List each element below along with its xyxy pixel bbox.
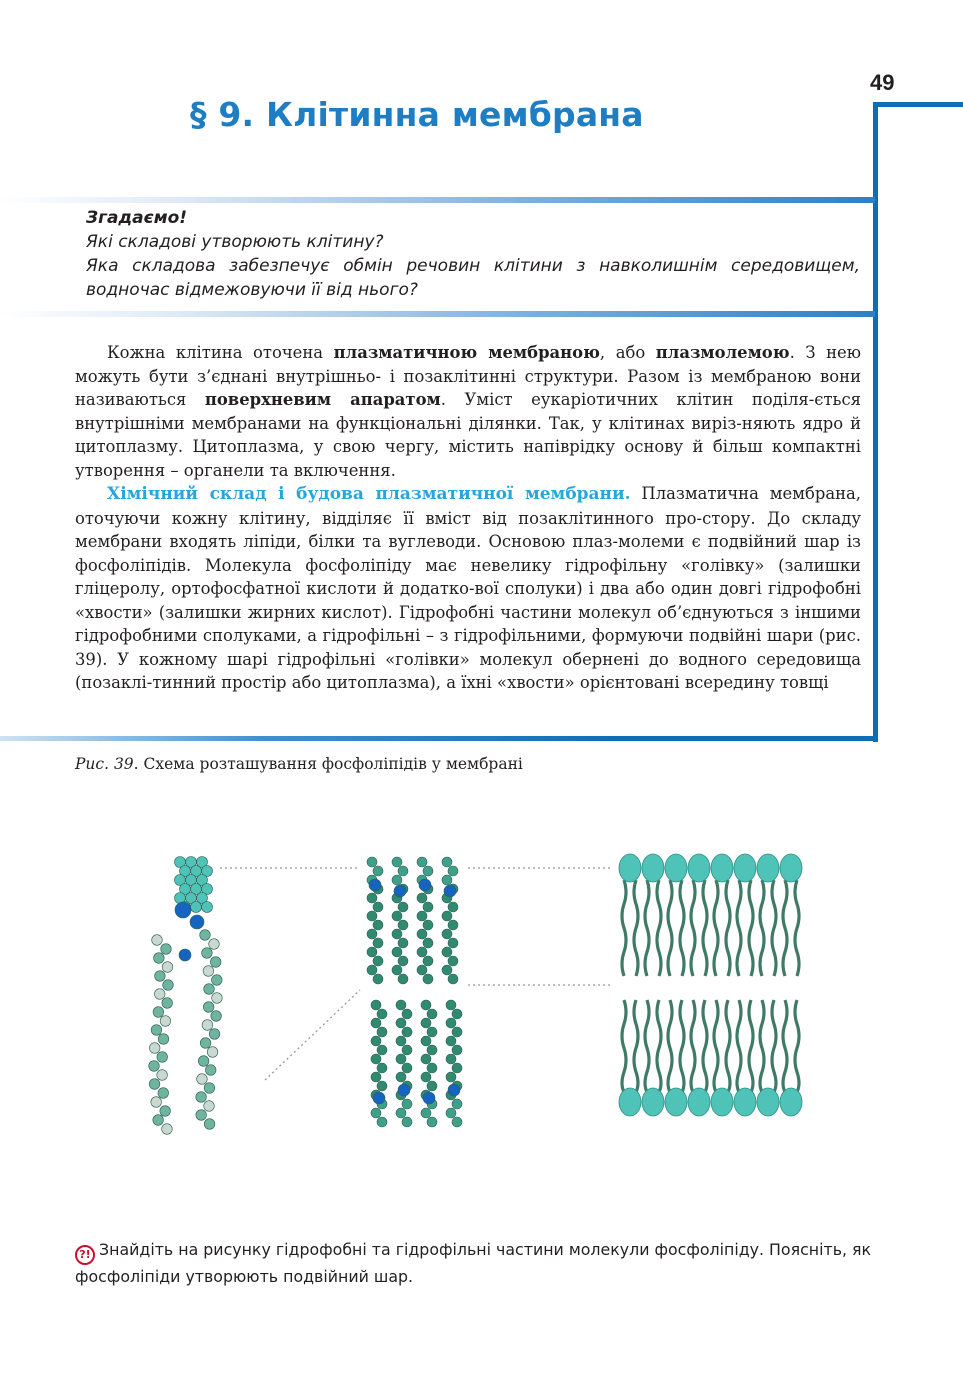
text-run: . З нею можуть бути з’єднані внутрішньо- і позаклітинні структури. Разом із мембраною вони називаються — [75, 343, 862, 409]
lower-leaflet-atom — [421, 1108, 431, 1118]
tail-atom — [196, 1092, 207, 1103]
page-number: 49 — [870, 70, 895, 95]
tail-atom — [212, 993, 223, 1004]
tail-line — [772, 880, 776, 976]
upper-leaflet-atom — [423, 902, 433, 912]
tail-line — [783, 880, 787, 976]
tail-line — [760, 880, 764, 976]
upper-leaflet-atom — [448, 920, 458, 930]
hydrophilic-head — [734, 1088, 756, 1116]
tail-line — [783, 1000, 787, 1092]
hydrophilic-head — [780, 854, 802, 882]
single-phospholipid-molecule — [149, 857, 223, 1135]
tail-line — [737, 880, 741, 976]
lower-leaflet-atom — [446, 1054, 456, 1064]
lower-leaflet-atom — [427, 1063, 437, 1073]
tail-line — [691, 1000, 695, 1092]
phosphate-atom — [398, 1084, 410, 1096]
lower-leaflet-atom — [396, 1000, 406, 1010]
lower-leaflet-atom — [421, 1018, 431, 1028]
tail-line — [749, 1000, 753, 1092]
text-run: Кожна клітина оточена — [107, 343, 334, 362]
upper-leaflet-atom — [423, 920, 433, 930]
hydrophilic-head — [619, 854, 641, 882]
hydrophilic-head — [711, 1088, 733, 1116]
figure-caption-label: Рис. 39 — [75, 755, 134, 773]
lower-leaflet-atom — [427, 1081, 437, 1091]
page-frame-top-rule — [873, 102, 963, 107]
tail-atom — [154, 953, 165, 964]
hydrophilic-head — [711, 854, 733, 882]
tail-atom — [153, 1115, 164, 1126]
upper-leaflet-atom — [448, 956, 458, 966]
text-run: Плазматична мембрана, оточуючи кожну клітину, відділяє її вміст від позаклітинного про-стору. До складу мембрани входять ліпіди, білки та вуглеводи. Основою плаз-молеми є подвійний шар із фосфоліпідів. Молекула фосфоліпіду має невелику гідрофільну «голівку» (залишки гліцеролу, ортофосфатної кислоти й додатко-вої сполуки) і два або один довгі гідрофобні «хвости» (залишки жирних кислот). Гідрофобні частини молекул об’єднуються з іншими гідрофобними сполуками, а гідрофільні – з гідрофільними, формуючи подвійні шари (рис. 39). У кожному шарі гідрофільні «голівки» молекул обернені до водного середовища (позаклі-тинний простір або цитоплазма), а їхні «хвости» орієнтовані всередину товщі — [75, 484, 861, 692]
paragraph-membrane-composition — [75, 482, 861, 695]
schematic-bilayer — [619, 854, 802, 1116]
tail-atom — [151, 1025, 162, 1036]
tail-atom — [203, 966, 214, 977]
lower-leaflet-atom — [371, 1072, 381, 1082]
recall-divider-bottom — [0, 311, 875, 317]
tail-line — [680, 880, 684, 976]
tail-atom — [153, 1007, 164, 1018]
tail-line — [795, 880, 799, 976]
tail-line — [691, 880, 695, 976]
tail-line — [726, 1000, 730, 1092]
lower-leaflet-atom — [452, 1099, 462, 1109]
tail-line — [668, 880, 672, 976]
head-atom — [202, 902, 213, 913]
upper-leaflet-atom — [448, 902, 458, 912]
phosphate-atom — [179, 949, 191, 961]
tail-atom — [158, 1088, 169, 1099]
hydrophilic-head — [757, 1088, 779, 1116]
upper-leaflet-atom — [367, 893, 377, 903]
phosphate-atom — [419, 879, 431, 891]
hydrophilic-head — [665, 1088, 687, 1116]
hydrophilic-head — [642, 1088, 664, 1116]
tail-atom — [204, 1119, 215, 1130]
tail-line — [714, 1000, 718, 1092]
lower-leaflet-atom — [452, 1063, 462, 1073]
phosphate-atom — [423, 1092, 435, 1104]
tail-atom — [211, 1011, 222, 1022]
phospholipid-membrane-figure — [135, 840, 825, 1150]
upper-leaflet-atom — [373, 920, 383, 930]
term-surface-apparatus: поверхневим апаратом — [204, 390, 441, 409]
tail-line — [680, 1000, 684, 1092]
tail-line — [714, 880, 718, 976]
upper-leaflet-atom — [448, 938, 458, 948]
text-run: . Уміст еукаріотичних клітин поділя-ється внутрішніми мембранами на функціональні ділянки. Так, у клітинах виріз-няють ядро й цитоплазму. Цитоплазма, у свою чергу, містить напіврідку основу й більш компактні утворення – органели та включення. — [75, 390, 861, 480]
tail-atom — [163, 980, 174, 991]
lower-leaflet-atom — [371, 1036, 381, 1046]
lower-leaflet-atom — [446, 1036, 456, 1046]
lower-leaflet-atom — [377, 1045, 387, 1055]
tail-atom — [204, 984, 215, 995]
lower-leaflet-atom — [446, 1018, 456, 1028]
upper-leaflet-atom — [398, 956, 408, 966]
recall-question: Які складові утворюють клітину? — [86, 232, 384, 252]
upper-leaflet-atom — [392, 929, 402, 939]
upper-leaflet-atom — [398, 866, 408, 876]
upper-leaflet-atom — [417, 893, 427, 903]
task-text: Знайдіть на рисунку гідрофобні та гідрофільні частини молекули фосфоліпіду. Поясніть, як фосфоліпіди утворюють подвійний шар. — [75, 1240, 872, 1286]
tail-line — [737, 1000, 741, 1092]
upper-leaflet-atom — [417, 929, 427, 939]
tail-atom — [202, 948, 213, 959]
lower-leaflet-atom — [371, 1054, 381, 1064]
lower-leaflet-atom — [371, 1018, 381, 1028]
upper-leaflet-atom — [417, 947, 427, 957]
tail-atom — [152, 935, 163, 946]
lower-leaflet-atom — [396, 1108, 406, 1118]
lower-leaflet-atom — [452, 1117, 462, 1127]
upper-leaflet-atom — [442, 857, 452, 867]
tail-line — [760, 1000, 764, 1092]
tail-atom — [198, 1056, 209, 1067]
lower-leaflet-atom — [371, 1108, 381, 1118]
upper-leaflet-atom — [367, 911, 377, 921]
tail-line — [726, 880, 730, 976]
tail-line — [657, 1000, 661, 1092]
tail-atom — [160, 1016, 171, 1027]
upper-leaflet-atom — [442, 911, 452, 921]
hydrophilic-head — [780, 1088, 802, 1116]
lower-leaflet-atom — [427, 1045, 437, 1055]
tail-line — [772, 1000, 776, 1092]
question-exclamation-icon: ?! — [75, 1245, 95, 1265]
upper-leaflet-atom — [398, 920, 408, 930]
lower-leaflet-atom — [402, 1009, 412, 1019]
upper-leaflet-atom — [367, 929, 377, 939]
tail-atom — [204, 1101, 215, 1112]
tail-atom — [162, 1124, 173, 1135]
upper-leaflet-atom — [373, 938, 383, 948]
recall-heading: Згадаємо! — [86, 208, 188, 228]
figure-caption — [75, 755, 523, 773]
lower-leaflet-atom — [446, 1000, 456, 1010]
tail-atom — [202, 1020, 213, 1031]
lower-leaflet-atom — [396, 1036, 406, 1046]
phosphate-atom — [448, 1084, 460, 1096]
lower-leaflet-atom — [402, 1027, 412, 1037]
tail-atom — [200, 930, 211, 941]
tail-atom — [211, 975, 222, 986]
lower-leaflet-atom — [402, 1117, 412, 1127]
tail-line — [703, 880, 707, 976]
lower-leaflet-atom — [427, 1027, 437, 1037]
upper-leaflet-atom — [448, 974, 458, 984]
text-run: , або — [599, 343, 656, 362]
upper-leaflet-atom — [392, 875, 402, 885]
tail-atom — [200, 1038, 211, 1049]
upper-leaflet-atom — [423, 938, 433, 948]
tail-atom — [155, 971, 166, 982]
upper-leaflet-atom — [373, 902, 383, 912]
hydrophilic-head — [642, 854, 664, 882]
lower-leaflet-atom — [396, 1054, 406, 1064]
tail-atom — [149, 1061, 160, 1072]
lower-leaflet-atom — [452, 1009, 462, 1019]
tail-line — [657, 880, 661, 976]
lower-leaflet-atom — [377, 1027, 387, 1037]
lower-leaflet-atom — [421, 1054, 431, 1064]
tail-line — [622, 1000, 626, 1092]
upper-leaflet-atom — [423, 956, 433, 966]
tail-atom — [204, 1083, 215, 1094]
tail-atom — [161, 944, 172, 955]
phosphate-atom — [394, 885, 406, 897]
term-plasma-membrane: плазматичною мембраною — [333, 343, 600, 362]
tail-line — [645, 880, 649, 976]
tail-atom — [149, 1079, 160, 1090]
recall-divider-top — [0, 197, 875, 203]
lower-leaflet-atom — [402, 1063, 412, 1073]
tail-line — [795, 1000, 799, 1092]
upper-leaflet-atom — [392, 965, 402, 975]
upper-leaflet-atom — [423, 974, 433, 984]
lower-leaflet-atom — [446, 1072, 456, 1082]
tail-line — [749, 880, 753, 976]
lower-leaflet-atom — [371, 1000, 381, 1010]
hydrophilic-head — [688, 854, 710, 882]
upper-leaflet-atom — [367, 965, 377, 975]
tail-atom — [149, 1043, 160, 1054]
hydrophilic-head — [619, 1088, 641, 1116]
phosphate-atom — [175, 902, 191, 918]
tail-line — [634, 880, 638, 976]
lower-leaflet-atom — [396, 1072, 406, 1082]
lower-leaflet-atom — [396, 1018, 406, 1028]
upper-leaflet-atom — [398, 974, 408, 984]
upper-leaflet-atom — [442, 965, 452, 975]
tail-atom — [196, 1110, 207, 1121]
phosphate-atom — [190, 915, 204, 929]
tail-atom — [157, 1070, 168, 1081]
connector-lines — [220, 868, 613, 1080]
lower-leaflet-atom — [402, 1045, 412, 1055]
recall-question: Яка складова забезпечує обмін речовин клітини з навколишнім середовищем, водночас відмежовуючи її від нього? — [86, 256, 860, 300]
lower-leaflet-atom — [452, 1045, 462, 1055]
upper-leaflet-atom — [398, 938, 408, 948]
upper-leaflet-atom — [423, 866, 433, 876]
tail-atom — [203, 1002, 214, 1013]
task-block — [75, 1238, 875, 1288]
tail-atom — [207, 1047, 218, 1058]
tail-atom — [209, 939, 220, 950]
tail-atom — [162, 998, 173, 1009]
upper-leaflet-atom — [373, 956, 383, 966]
upper-leaflet-atom — [373, 866, 383, 876]
phosphate-atom — [369, 879, 381, 891]
upper-leaflet-atom — [392, 857, 402, 867]
tail-atom — [197, 1074, 208, 1085]
tail-atom — [151, 1097, 162, 1108]
tail-atom — [158, 1034, 169, 1045]
section-heading: Хімічний склад і будова плазматичної мембрани. — [107, 484, 631, 504]
lower-leaflet-atom — [427, 1009, 437, 1019]
upper-leaflet-atom — [442, 875, 452, 885]
phosphate-atom — [444, 885, 456, 897]
upper-leaflet-atom — [417, 965, 427, 975]
tail-atom — [205, 1065, 216, 1076]
lower-leaflet-atom — [377, 1009, 387, 1019]
figure-caption-text: . Схема розташування фосфоліпідів у мембрані — [133, 755, 523, 773]
term-plasmalemma: плазмолемою — [655, 343, 790, 362]
lower-leaflet-atom — [402, 1099, 412, 1109]
recall-box — [86, 206, 860, 302]
lower-leaflet-atom — [421, 1036, 431, 1046]
tail-atom — [162, 962, 173, 973]
upper-leaflet-atom — [392, 947, 402, 957]
lower-leaflet-atom — [427, 1117, 437, 1127]
upper-leaflet-atom — [392, 911, 402, 921]
tail-line — [645, 1000, 649, 1092]
paragraph-intro — [75, 341, 861, 482]
upper-leaflet-atom — [417, 911, 427, 921]
tail-line — [622, 880, 626, 976]
upper-leaflet-atom — [367, 947, 377, 957]
upper-leaflet-atom — [367, 857, 377, 867]
lower-leaflet-atom — [377, 1081, 387, 1091]
upper-leaflet-atom — [398, 902, 408, 912]
connector-line — [265, 990, 360, 1080]
page-title: § 9. Клітинна мембрана — [190, 95, 644, 134]
tail-atom — [154, 989, 165, 1000]
tail-atom — [210, 957, 221, 968]
hydrophilic-head — [688, 1088, 710, 1116]
upper-leaflet-atom — [417, 857, 427, 867]
hydrophilic-head — [734, 854, 756, 882]
hydrophilic-head — [757, 854, 779, 882]
tail-line — [668, 1000, 672, 1092]
page-frame-bottom-rule — [0, 736, 878, 741]
tail-atom — [209, 1029, 220, 1040]
lower-leaflet-atom — [421, 1000, 431, 1010]
phosphate-atom — [373, 1092, 385, 1104]
upper-leaflet-atom — [442, 929, 452, 939]
lower-leaflet-atom — [446, 1108, 456, 1118]
lower-leaflet-atom — [452, 1027, 462, 1037]
tail-line — [703, 1000, 707, 1092]
lower-leaflet-atom — [377, 1063, 387, 1073]
upper-leaflet-atom — [448, 866, 458, 876]
tail-line — [634, 1000, 638, 1092]
tail-atom — [160, 1106, 171, 1117]
head-atom — [191, 902, 202, 913]
space-filling-bilayer — [367, 857, 462, 1127]
upper-leaflet-atom — [373, 974, 383, 984]
upper-leaflet-atom — [442, 947, 452, 957]
tail-atom — [157, 1052, 168, 1063]
hydrophilic-head — [665, 854, 687, 882]
main-text — [75, 341, 861, 695]
lower-leaflet-atom — [377, 1117, 387, 1127]
lower-leaflet-atom — [421, 1072, 431, 1082]
